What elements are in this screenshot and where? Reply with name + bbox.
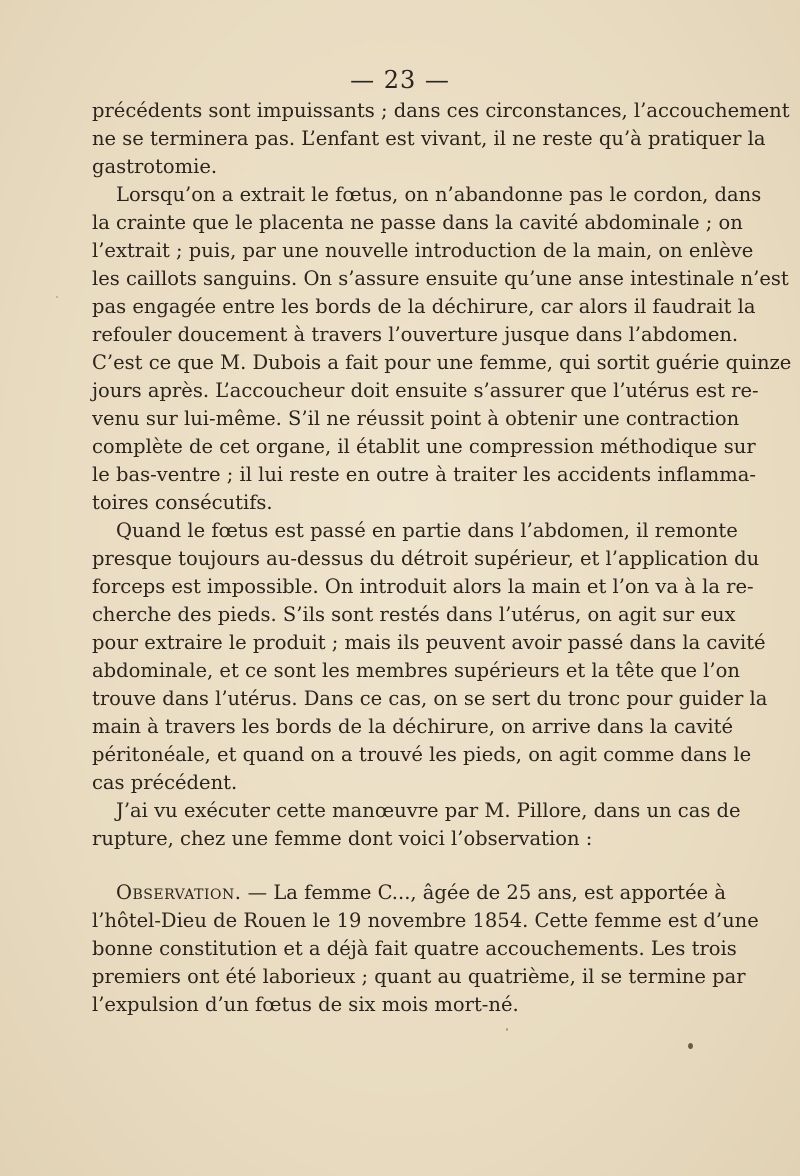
text-line: Quand le fœtus est passé en partie dans l’abdomen, il remonte [116, 519, 738, 542]
paragraph [92, 97, 790, 181]
paper-speck [688, 1043, 693, 1049]
text-line: C’est ce que M. Dubois a fait pour une femme, qui sortit guérie quinze [92, 351, 792, 374]
text-line: presque toujours au-dessus du détroit supérieur, et l’application du [92, 547, 760, 570]
observation-lines [92, 907, 759, 1019]
paragraph [92, 181, 792, 517]
text-line: forceps est impossible. On introduit alors la main et l’on va à la re- [92, 575, 754, 598]
text-line: ne se terminera pas. L’enfant est vivant, il ne reste qu’à pratiquer la [92, 127, 766, 150]
text-line: bonne constitution et a déjà fait quatre accouchements. Les trois [92, 937, 737, 960]
text-line: la crainte que le placenta ne passe dans la cavité abdominale ; on [92, 211, 743, 234]
paragraphs [92, 97, 792, 853]
observation-paragraph [92, 879, 759, 1019]
text-line: cas précédent. [92, 771, 238, 794]
text-line: pas engagée entre les bords de la déchirure, car alors il faudrait la [92, 295, 756, 318]
text-line: pour extraire le produit ; mais ils peuvent avoir passé dans la cavité [92, 631, 766, 654]
text-line: cherche des pieds. S’ils sont restés dans l’utérus, on agit sur eux [92, 603, 736, 626]
text-line: J’ai vu exécuter cette manœuvre par M. Pillore, dans un cas de [116, 799, 741, 822]
section-gap [92, 853, 712, 879]
text-line: gastrotomie. [92, 155, 218, 178]
paper-speck [56, 296, 58, 298]
text-line: l’expulsion d’un fœtus de six mois mort-né. [92, 993, 519, 1016]
text-line: les caillots sanguins. On s’assure ensuite qu’une anse intestinale n’est [92, 267, 789, 290]
text-line: précédents sont impuissants ; dans ces circonstances, l’accouchement [92, 99, 790, 122]
text-line: jours après. L’accoucheur doit ensuite s’assurer que l’utérus est re- [92, 379, 759, 402]
text-line: Lorsqu’on a extrait le fœtus, on n’abandonne pas le cordon, dans [116, 183, 762, 206]
body-text [92, 97, 792, 1019]
text-line: abdominale, et ce sont les membres supérieurs et la tête que l’on [92, 659, 740, 682]
text-line: l’hôtel-Dieu de Rouen le 19 novembre 1854. Cette femme est d’une [92, 909, 759, 932]
text-line: l’extrait ; puis, par une nouvelle introduction de la main, on enlève [92, 239, 754, 262]
text-line [92, 879, 726, 907]
paper-speck [506, 1028, 508, 1031]
text-line: premiers ont été laborieux ; quant au quatrième, il se termine par [92, 965, 746, 988]
text-line: venu sur lui-même. S’il ne réussit point à obtenir une contraction [92, 407, 740, 430]
page-number: — 23 — [350, 66, 450, 94]
observation-first-line: — La femme C..., âgée de 25 ans, est apportée à [241, 881, 726, 904]
observation-label: Observation. [116, 881, 242, 904]
text-line: toires consécutifs. [92, 491, 273, 514]
text-line: trouve dans l’utérus. Dans ce cas, on se sert du tronc pour guider la [92, 687, 768, 710]
text-line: complète de cet organe, il établit une compression méthodique sur [92, 435, 756, 458]
paragraph [92, 797, 741, 853]
text-line: péritonéale, et quand on a trouvé les pieds, on agit comme dans le [92, 743, 752, 766]
paragraph [92, 517, 768, 797]
text-line: refouler doucement à travers l’ouverture jusque dans l’abdomen. [92, 323, 739, 346]
text-line: le bas-ventre ; il lui reste en outre à traiter les accidents inflamma- [92, 463, 756, 486]
text-line: rupture, chez une femme dont voici l’observation : [92, 827, 593, 850]
text-line: main à travers les bords de la déchirure, on arrive dans la cavité [92, 715, 734, 738]
